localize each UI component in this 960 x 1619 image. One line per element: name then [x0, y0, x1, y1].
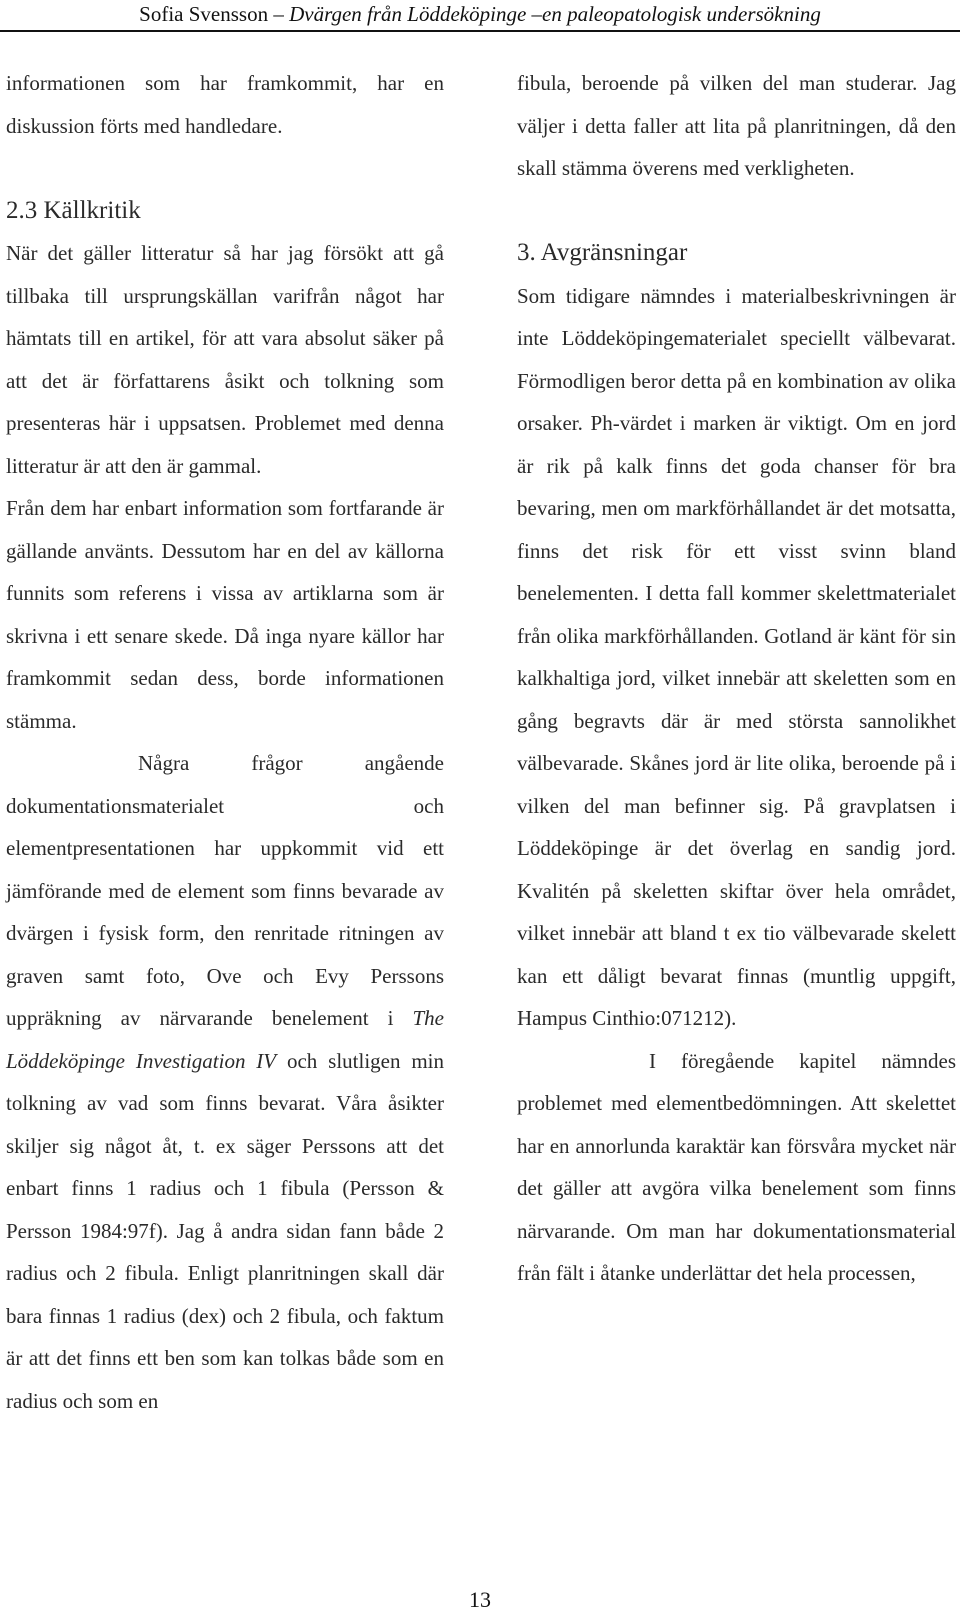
- kallkritik-paragraph-2: Från dem har enbart information som fortfarande är gällande använts. Dessutom har en del av källorna funnits som referens i vissa av artiklarna som är skrivna i ett senare skede. Då inga nyare källor har framkommit sedan dess, borde informationen stämma.: [6, 496, 444, 733]
- section-heading-avgransningar: 3. Avgränsningar: [517, 239, 688, 266]
- page-number: 13: [469, 1587, 491, 1612]
- spacer: [6, 147, 444, 190]
- paragraph-3-text-b: och slutligen min tolkning av vad som finns bevarat. Våra åsikter skiljer sig något åt, t. ex säger Perssons att det enbart finns 1 radius och 1 fibula (Persson & Persson 1984:97f). Jag å andra sidan fann både 2 radius och 2 fibula. Enligt planritningen skall där bara finnas 1 radius (dex) och 2 fibula, och faktum är att det finns ett ben som kan tolkas både som en radius och som en: [6, 1048, 444, 1413]
- right-continued-paragraph: fibula, beroende på vilken del man studerar. Jag väljer i detta faller att lita på planritningen, då den skall stämma överens med verkligheten.: [517, 71, 956, 180]
- header-separator: –: [268, 2, 290, 26]
- left-column: [6, 62, 444, 1422]
- right-column: [517, 62, 956, 1295]
- avgransningar-paragraph-2: I föregående kapitel nämndes problemet med elementbedömningen. Att skelettet har en annorlunda karaktär kan försvåra mycket när det gäller att avgöra vilka benelement som finns närvarande. Om man har dokumentationsmaterial från fält i åtanke underlättar det hela processen,: [517, 1048, 956, 1285]
- cited-publication-title: The Löddeköpinge Investigation IV: [6, 1006, 444, 1073]
- header-author: Sofia Svensson: [139, 2, 269, 26]
- avgransningar-paragraph-1: Som tidigare nämndes i materialbeskrivningen är inte Löddeköpingematerialet speciellt välbevarat. Förmodligen beror detta på en kombination av olika orsaker. Ph-värdet i marken är viktigt. Om en jord är rik på kalk finns det goda chanser för bra bevaring, men om markförhållandet är det motsatta, finns det risk för ett visst svinn bland benelementen. I detta fall kommer skelettmaterialet från olika markförhållanden. Gotland är känt för sin kalkhaltiga jord, vilket innebär att skeletten som en gång begravts där är med största sannolikhet välbevarade. Skånes jord är lite olika, beroende på i vilken del man befinner sig. På gravplatsen i Löddeköpinge är det överlag en sandig jord. Kvalitén på skeletten skiftar över hela området, vilket innebär att bland t ex tio välbevarade skelett kan ett dåligt bevarat finnas (muntlig uppgift, Hampus Cinthio:071212).: [517, 283, 956, 1030]
- paragraph-3-text-a: Några frågor angående dokumentationsmaterialet och elementpresentationen har uppkommit vid ett jämförande med de element som finns bevarade av dvärgen i fysisk form, den renritade ritningen av graven samt foto, Ove och Evy Perssons uppräkning av närvarande benelement i: [6, 751, 444, 1030]
- kallkritik-paragraph-3: [6, 742, 444, 1422]
- left-continued-paragraph: informationen som har framkommit, har en diskussion förts med handledare.: [6, 71, 444, 138]
- header-subtitle: Dvärgen från Löddeköpinge –en paleopatologisk undersökning: [289, 2, 821, 26]
- section-heading-kallkritik: 2.3 Källkritik: [6, 196, 141, 224]
- kallkritik-paragraph-1: När det gäller litteratur så har jag försökt att gå tillbaka till ursprungskällan varifrån något har hämtats till en artikel, för att vara absolut säker på att det är författarens åsikt och tolkning som presenteras här i uppsatsen. Problemet med denna litteratur är att den är gammal.: [6, 241, 444, 478]
- spacer: [517, 190, 956, 233]
- running-header: [0, 0, 960, 32]
